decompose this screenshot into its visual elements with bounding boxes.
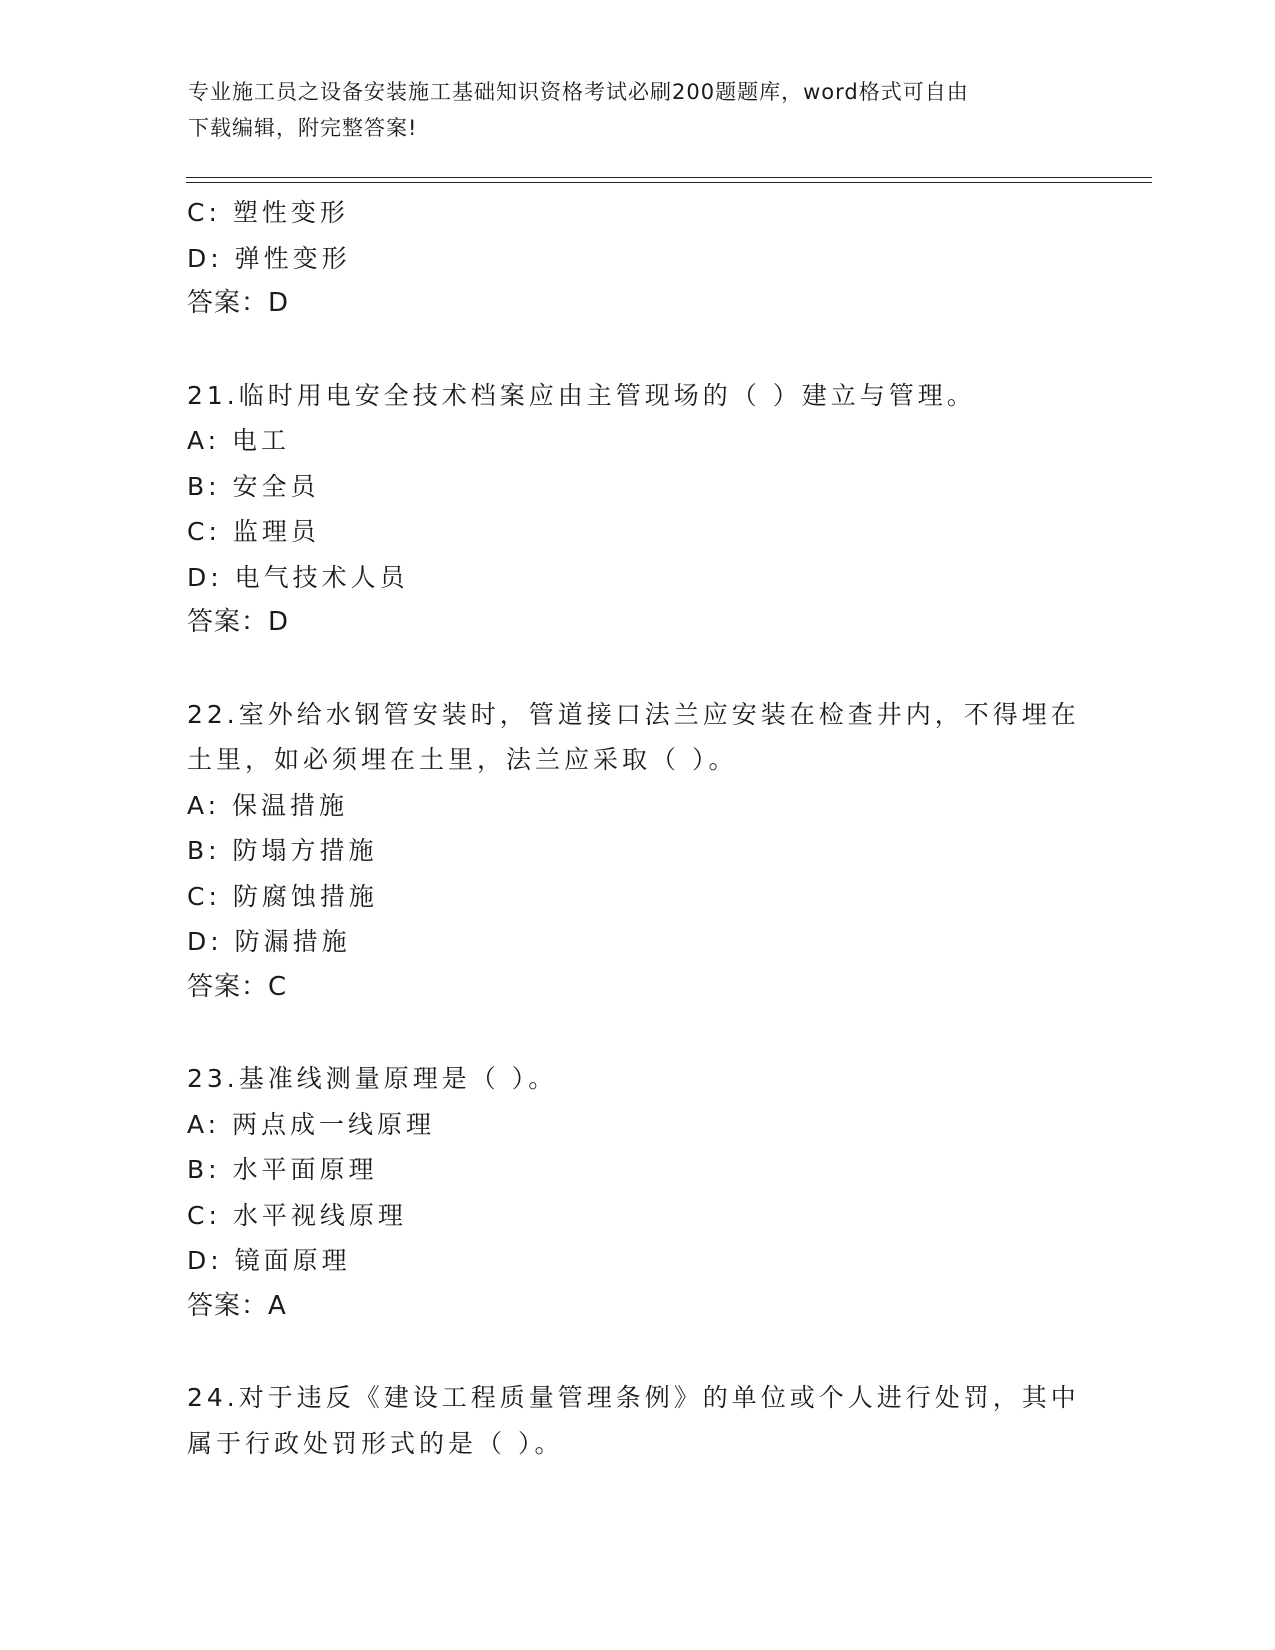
spacer: [187, 327, 1087, 373]
option-c: C: 防腐蚀措施: [187, 881, 378, 911]
question-block-23: [187, 1056, 1087, 1329]
question-stem-continued: 土里，如必须埋在土里，法兰应采取（ ）。: [187, 745, 738, 774]
option-a: A: 保温措施: [187, 790, 349, 820]
question-stem: 21.临时用电安全技术档案应由主管现场的（ ）建立与管理。: [187, 380, 976, 410]
option-d: D: 弹性变形: [187, 243, 351, 273]
option-b: B: 水平面原理: [187, 1155, 378, 1184]
option-b: B: 防塌方措施: [187, 836, 378, 865]
spacer: [187, 1010, 1087, 1056]
option-d: D: 镜面原理: [187, 1246, 351, 1275]
option-c: C: 监理员: [187, 517, 320, 546]
document-header: [188, 74, 1068, 146]
header-divider-top: [186, 177, 1152, 178]
answer-line: 答案：A: [187, 1290, 287, 1321]
question-stem: 24.对于违反《建设工程质量管理条例》的单位或个人进行处罚，其中: [187, 1383, 1080, 1412]
question-block-21: [187, 373, 1087, 646]
spacer: [187, 1329, 1087, 1375]
header-line-1: 专业施工员之设备安装施工基础知识资格考试必刷200题题库，word格式可自由: [188, 80, 969, 104]
question-content: [187, 190, 1087, 1466]
answer-line: 答案：D: [187, 607, 290, 637]
question-stem: 23.基准线测量原理是（ ）。: [187, 1064, 558, 1093]
answer-line: 答案：D: [187, 288, 290, 318]
question-stem: 22.室外给水钢管安装时，管道接口法兰应安装在检查井内，不得埋在: [187, 699, 1080, 729]
option-d: D: 防漏措施: [187, 927, 351, 956]
answer-line: 答案：C: [187, 971, 288, 1002]
option-c: C: 塑性变形: [187, 198, 349, 227]
option-c: C: 水平视线原理: [187, 1200, 407, 1230]
header-divider-bottom: [186, 182, 1152, 183]
header-line-2: 下载编辑，附完整答案!: [188, 116, 418, 140]
prev-question-block: [187, 190, 1087, 327]
option-a: A: 两点成一线原理: [187, 1109, 436, 1139]
option-a: A: 电工: [187, 426, 291, 455]
question-block-22: [187, 692, 1087, 1011]
question-block-24: [187, 1375, 1087, 1466]
question-stem-continued: 属于行政处罚形式的是（ ）。: [187, 1428, 564, 1458]
option-d: D: 电气技术人员: [187, 562, 409, 592]
spacer: [187, 646, 1087, 692]
option-b: B: 安全员: [187, 471, 320, 501]
